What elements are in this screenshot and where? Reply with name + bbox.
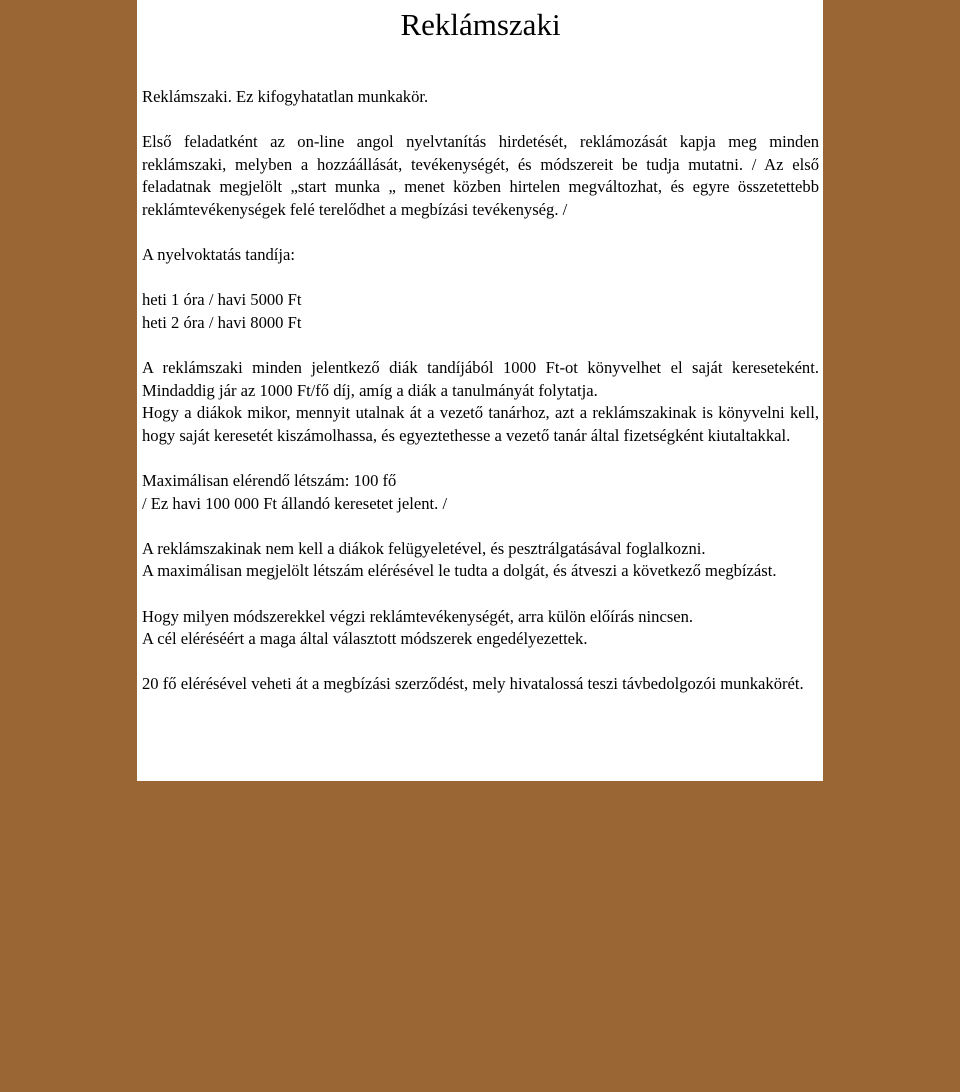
paragraph-methods bbox=[142, 606, 819, 651]
paragraph-commission bbox=[142, 357, 819, 447]
text-line: Első feladatként az on-line angol nyelvtanítás hirdetését, reklámozását kapja meg minden reklámszaki, melyben a hozzáállását, tevékenységét, és módszereit be tudja mutatni. / Az első feladatnak megjelölt „start munka „ menet közben hirtelen megváltozhat, és egyre összetettebb reklámtevékenységek felé terelődhet a megbízási tevékenység. / bbox=[142, 132, 819, 219]
text-line: A reklámszakinak nem kell a diákok felügyeletével, és pesztrálgatásával foglalkozni. bbox=[142, 538, 706, 558]
text-line: Hogy milyen módszerekkel végzi reklámtevékenységét, arra külön előírás nincsen. bbox=[142, 606, 694, 626]
paragraph-contract bbox=[142, 673, 819, 696]
text-line: 20 fő elérésével veheti át a megbízási szerződést, mely hivatalossá teszi távbedolgozói munkakörét. bbox=[142, 674, 804, 694]
text-line: Hogy a diákok mikor, mennyit utalnak át a vezető tanárhoz, azt a reklámszakinak is könyvelni kell, hogy saját keresetét kiszámolhassa, és egyeztethesse a vezető tanár által fizetségként kiutaltakkal. bbox=[142, 403, 819, 445]
paragraph-first-task bbox=[142, 131, 819, 221]
paragraph-tuition-heading bbox=[142, 244, 819, 267]
document-body bbox=[142, 86, 819, 696]
text-line: A maximálisan megjelölt létszám elérésével le tudta a dolgát, és átveszi a következő megbízást. bbox=[142, 561, 777, 581]
paragraph-tuition-rates bbox=[142, 289, 819, 334]
text-line: / Ez havi 100 000 Ft állandó keresetet jelent. / bbox=[142, 493, 448, 513]
text-line: heti 1 óra / havi 5000 Ft bbox=[142, 290, 302, 310]
text-line: Reklámszaki. Ez kifogyhatatlan munkakör. bbox=[142, 87, 429, 106]
text-line: heti 2 óra / havi 8000 Ft bbox=[142, 312, 302, 332]
paragraph-supervision bbox=[142, 538, 819, 583]
text-line: A reklámszaki minden jelentkező diák tandíjából 1000 Ft-ot könyvelhet el saját kereseteként. Mindaddig jár az 1000 Ft/fő díj, amíg a diák a tanulmányát folytatja. bbox=[142, 358, 819, 400]
text-line: A cél eléréséért a maga által választott módszerek engedélyezettek. bbox=[142, 629, 588, 649]
paragraph-intro bbox=[142, 86, 819, 109]
document-page bbox=[137, 0, 823, 781]
paragraph-max-headcount bbox=[142, 470, 819, 515]
text-line: Maximálisan elérendő létszám: 100 fő bbox=[142, 471, 397, 491]
page-title: Reklámszaki bbox=[400, 7, 561, 42]
text-line: A nyelvoktatás tandíja: bbox=[142, 245, 295, 265]
